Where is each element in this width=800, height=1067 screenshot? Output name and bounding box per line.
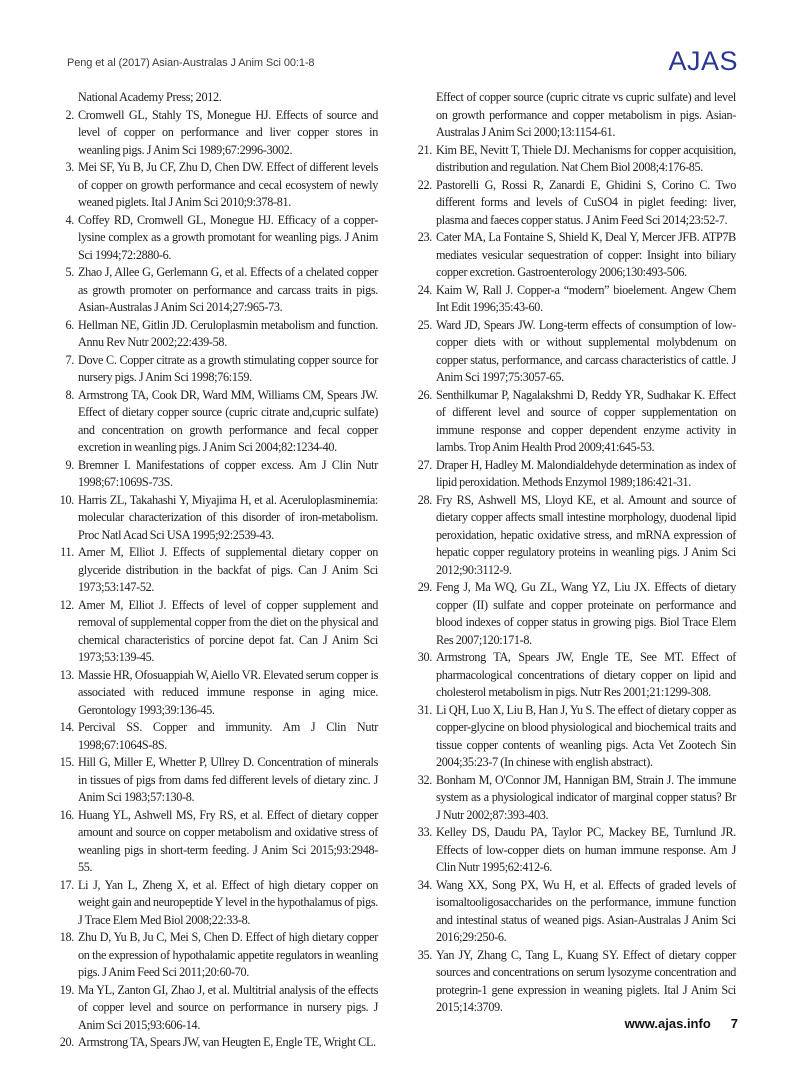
reference-number: 16.	[59, 807, 74, 822]
reference-text: Harris ZL, Takahashi Y, Miyajima H, et al. Aceruloplasminemia: molecular characterization of this disorder of iron-metabolism. Proc Natl Acad Sci USA 1995;92:2539-43.	[78, 492, 378, 542]
reference-number: 13.	[59, 667, 74, 682]
reference-text: Wang XX, Song PX, Wu H, et al. Effects of graded levels of isomaltooligosaccharides on the performance, immune function and intestinal status of weaned pigs. Asian-Australas J Anim Sci 2016;29:250-6.	[436, 877, 736, 944]
reference-item	[414, 282, 736, 317]
reference-text: Huang YL, Ashwell MS, Fry RS, et al. Effect of dietary copper amount and source on copper metabolism and oxidative stress of weanling pigs in short-term feeding. J Anim Sci 2015;93:2948-55.	[78, 807, 378, 874]
page-number: 7	[730, 1016, 738, 1031]
reference-item	[56, 317, 378, 352]
reference-text: Bremner I. Manifestations of copper excess. Am J Clin Nutr 1998;67:1069S-73S.	[78, 457, 378, 489]
reference-text: Fry RS, Ashwell MS, Lloyd KE, et al. Amount and source of dietary copper affects small intestine morphology, duodenal lipid peroxidation, hepatic oxidative stress, and mRNA expression of hepatic copper regulatory proteins in weanling pigs. J Anim Sci 2012;90:3112-9.	[436, 492, 736, 577]
reference-number: 35.	[417, 947, 432, 962]
reference-number: 15.	[59, 755, 74, 769]
reference-number: 17.	[59, 877, 74, 892]
reference-number: 19.	[59, 982, 74, 997]
reference-number: 33.	[417, 825, 432, 839]
references-columns	[56, 89, 736, 1052]
reference-number: 31.	[417, 702, 432, 717]
reference-text: Feng J, Ma WQ, Gu ZL, Wang YZ, Liu JX. Effects of dietary copper (II) sulfate and copper proteinate on performance and blood indexes of copper status in growing pigs. Biol Trace Elem Res 2007;120:171-8.	[436, 580, 736, 647]
reference-item	[56, 1034, 378, 1052]
reference-number: 8.	[65, 387, 74, 402]
reference-text: Mei SF, Yu B, Ju CF, Zhu D, Chen DW. Effect of different levels of copper on growth performance and cecal ecosystem of newly weaned piglets. Ital J Anim Sci 2010;9:378-81.	[78, 160, 378, 209]
reference-text: Ma YL, Zanton GI, Zhao J, et al. Multitrial analysis of the effects of copper level and source on performance in nursery pigs. J Anim Sci 2015;93:606-14.	[78, 982, 378, 1032]
reference-item	[414, 702, 736, 772]
reference-item	[414, 649, 736, 702]
reference-item	[56, 544, 378, 597]
reference-item	[56, 807, 378, 877]
reference-text: Dove C. Copper citrate as a growth stimulating copper source for nursery pigs. J Anim Sci 1998;76:159.	[78, 352, 378, 384]
reference-number: 10.	[59, 492, 74, 507]
reference-number: 29.	[417, 580, 432, 594]
reference-text: Cater MA, La Fontaine S, Shield K, Deal Y, Mercer JFB. ATP7B mediates vesicular sequestration of copper: Insight into biliary copper excretion. Gastroenterology 2006;130:493-506.	[436, 230, 736, 279]
reference-item	[56, 107, 378, 160]
reference-text: Percival SS. Copper and immunity. Am J Clin Nutr 1998;67:1064S-8S.	[78, 720, 378, 752]
reference-item	[56, 264, 378, 317]
reference-number: 5.	[65, 265, 74, 279]
reference-item	[414, 579, 736, 649]
reference-item	[414, 947, 736, 1017]
reference-number: 14.	[59, 720, 74, 734]
reference-text: Li QH, Luo X, Liu B, Han J, Yu S. The effect of dietary copper as copper-glycine on blood physiological and biochemical traits and tissue copper contents of weanling pigs. Acta Vet Zootech Sin 2004;35:23-7 (In chinese with english abstract).	[436, 702, 736, 769]
reference-number: 30.	[417, 650, 432, 664]
reference-number: 18.	[59, 930, 74, 944]
reference-number: 2.	[65, 107, 74, 122]
reference-number: 9.	[65, 457, 74, 472]
reference-text: Draper H, Hadley M. Malondialdehyde determination as index of lipid peroxidation. Methods Enzymol 1989;186:421-31.	[436, 457, 736, 489]
reference-text: Armstrong TA, Cook DR, Ward MM, Williams CM, Spears JW. Effect of dietary copper source (cupric citrate and,cupric sulfate) and concentration on growth performance and fecal copper excretion in weanling pigs. J Anim Sci 2004;82:1234-40.	[78, 387, 378, 454]
reference-text: Ward JD, Spears JW. Long-term effects of consumption of low-copper diets with or without supplemental molybdenum on copper status, performance, and carcass characteristics of cattle. J Anim Sci 1997;75:3057-65.	[436, 317, 736, 384]
reference-item	[56, 159, 378, 212]
reference-item	[414, 229, 736, 282]
reference-item	[56, 352, 378, 387]
reference-text: Senthilkumar P, Nagalakshmi D, Reddy YR, Sudhakar K. Effect of different level and source of copper supplementation on immune response and copper dependent enzyme activity in lambs. Trop Anim Health Prod 2009;41:645-53.	[436, 387, 736, 454]
reference-text: Armstrong TA, Spears JW, van Heugten E, Engle TE, Wright CL.	[78, 1035, 376, 1049]
reference-item	[56, 457, 378, 492]
reference-number: 11.	[60, 545, 74, 559]
reference-number: 34.	[417, 877, 432, 892]
reference-text: Bonham M, O'Connor JM, Hannigan BM, Strain J. The immune system as a physiological indicator of marginal copper status? Br J Nutr 2002;87:393-403.	[436, 772, 736, 822]
reference-item	[414, 142, 736, 177]
ajas-logo: AJAS	[668, 46, 738, 76]
reference-number: 7.	[65, 352, 74, 367]
reference-number: 32.	[417, 772, 432, 787]
reference-item	[56, 597, 378, 667]
reference-item	[414, 492, 736, 580]
reference-number: 20.	[59, 1035, 74, 1049]
reference-item	[56, 492, 378, 545]
reference-item	[56, 387, 378, 457]
reference-number: 27.	[417, 457, 432, 472]
reference-number: 28.	[417, 492, 432, 507]
reference-text: Pastorelli G, Rossi R, Zanardi E, Ghidini S, Corino C. Two different forms and levels of CuSO4 in piglet feeding: liver, plasma and faeces copper status. J Anim Feed Sci 2014;23:52-7.	[436, 177, 736, 227]
reference-text: Cromwell GL, Stahly TS, Monegue HJ. Effects of source and level of copper on performance and liver copper stores in weanling pigs. J Anim Sci 1989;67:2996-3002.	[78, 107, 378, 157]
reference-item	[414, 89, 736, 142]
reference-item	[414, 877, 736, 947]
website-link[interactable]: www.ajas.info	[624, 1016, 711, 1031]
reference-item	[56, 89, 378, 107]
reference-text: Massie HR, Ofosuappiah W, Aiello VR. Elevated serum copper is associated with reduced immune response in aging mice. Gerontology 1993;39:136-45.	[78, 667, 378, 717]
references-column-left	[56, 89, 378, 1052]
reference-text: Amer M, Elliot J. Effects of level of copper supplement and removal of supplemental copper from the diet on the physical and chemical characteristics of porcine depot fat. Can J Anim Sci 1973;53:139-45.	[78, 597, 378, 664]
reference-item	[56, 667, 378, 720]
reference-text: Amer M, Elliot J. Effects of supplemental dietary copper on glyceride distribution in the backfat of pigs. Can J Anim Sci 1973;53:147-52.	[78, 545, 378, 594]
reference-text: Zhu D, Yu B, Ju C, Mei S, Chen D. Effect of high dietary copper on the expression of hypothalamic appetite regulators in weanling pigs. J Anim Feed Sci 2011;20:60-70.	[78, 930, 378, 979]
reference-item	[56, 929, 378, 982]
reference-number: 26.	[417, 387, 432, 402]
reference-text: Kaim W, Rall J. Copper-a “modern” bioelement. Angew Chem Int Edit 1996;35:43-60.	[436, 282, 736, 314]
reference-number: 12.	[59, 597, 74, 612]
reference-number: 4.	[65, 212, 74, 227]
reference-text: Effect of copper source (cupric citrate vs cupric sulfate) and level on growth performance and copper metabolism in pigs. Asian-Australas J Anim Sci 2000;13:1154-61.	[436, 90, 736, 139]
reference-item	[56, 719, 378, 754]
reference-text: Li J, Yan L, Zheng X, et al. Effect of high dietary copper on weight gain and neuropeptide Y level in the hypothalamus of pigs. J Trace Elem Med Biol 2008;22:33-8.	[78, 877, 378, 927]
reference-number: 21.	[417, 142, 432, 157]
reference-item	[414, 387, 736, 457]
reference-text: Armstrong TA, Spears JW, Engle TE, See MT. Effect of pharmacological concentrations of dietary copper on lipid and cholesterol metabolism in pigs. Nutr Res 2001;21:1299-308.	[436, 650, 736, 699]
references-column-right	[414, 89, 736, 1052]
reference-item	[414, 772, 736, 825]
reference-number: 23.	[417, 230, 432, 244]
reference-number: 25.	[417, 317, 432, 332]
reference-number: 22.	[417, 177, 432, 192]
reference-text: Hill G, Miller E, Whetter P, Ullrey D. Concentration of minerals in tissues of pigs from dams fed different levels of dietary zinc. J Anim Sci 1983;57:130-8.	[78, 755, 378, 804]
reference-text: Hellman NE, Gitlin JD. Ceruloplasmin metabolism and function. Annu Rev Nutr 2002;22:439-58.	[78, 317, 378, 349]
reference-item	[56, 877, 378, 930]
reference-item	[56, 982, 378, 1035]
reference-number: 3.	[65, 160, 74, 174]
page-footer	[625, 1016, 738, 1031]
reference-item	[414, 177, 736, 230]
reference-text: National Academy Press; 2012.	[78, 90, 222, 104]
reference-text: Kelley DS, Daudu PA, Taylor PC, Mackey BE, Turnlund JR. Effects of low-copper diets on human immune response. Am J Clin Nutr 1995;62:412-6.	[436, 825, 736, 874]
running-head: Peng et al (2017) Asian-Australas J Anim Sci 00:1-8	[67, 57, 315, 69]
reference-item	[414, 317, 736, 387]
reference-text: Coffey RD, Cromwell GL, Monegue HJ. Efficacy of a copper-lysine complex as a growth promotant for weanling pigs. J Anim Sci 1994;72:2880-6.	[78, 212, 378, 262]
reference-item	[414, 457, 736, 492]
reference-item	[56, 212, 378, 265]
reference-number: 24.	[417, 282, 432, 297]
reference-number: 6.	[65, 317, 74, 332]
reference-text: Kim BE, Nevitt T, Thiele DJ. Mechanisms for copper acquisition, distribution and regulation. Nat Chem Biol 2008;4:176-85.	[436, 142, 736, 174]
reference-text: Yan JY, Zhang C, Tang L, Kuang SY. Effect of dietary copper sources and concentrations on serum lysozyme concentration and protegrin-1 gene expression in weaning piglets. Ital J Anim Sci 2015;14:3709.	[436, 947, 736, 1014]
reference-text: Zhao J, Allee G, Gerlemann G, et al. Effects of a chelated copper as growth promoter on performance and carcass traits in pigs. Asian-Australas J Anim Sci 2014;27:965-73.	[78, 265, 378, 314]
reference-item	[414, 824, 736, 877]
reference-item	[56, 754, 378, 807]
